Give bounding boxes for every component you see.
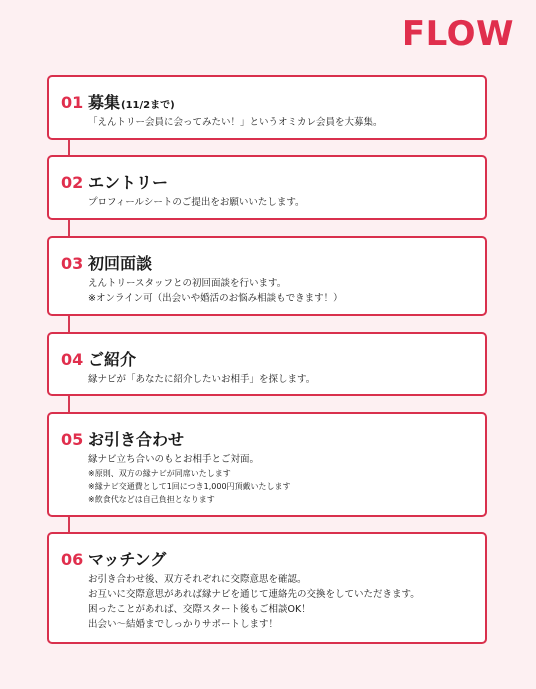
step-description: えんトリースタッフとの初回面談を行います。 xyxy=(88,278,287,289)
step-title: マッチング xyxy=(88,550,167,569)
page-title: FLOW xyxy=(401,14,514,54)
step-card-02 xyxy=(47,155,487,220)
step-description: 「えんトリー会員に会ってみたい！」というオミカレ会員を大募集。 xyxy=(88,117,383,128)
step-card-04 xyxy=(47,332,487,396)
step-footnote: ※飲食代などは自己負担となります xyxy=(88,495,215,504)
step-card-05 xyxy=(47,412,487,517)
step-card-01 xyxy=(47,75,487,140)
step-description: ※オンライン可（出会いや婚活のお悩み相談もできます！） xyxy=(88,293,343,304)
step-description: 出会い〜結婚までしっかりサポートします！ xyxy=(88,619,279,630)
step-number: 01 xyxy=(61,93,84,112)
step-number: 03 xyxy=(61,254,84,273)
step-footnote: ※原則、双方の縁ナビが同席いたします xyxy=(88,469,231,478)
step-description: 縁ナビ立ち合いのもとお相手とご対面。 xyxy=(88,454,260,465)
step-note: (11/2まで) xyxy=(121,100,175,111)
step-title: 募集 xyxy=(88,93,121,112)
step-number: 04 xyxy=(61,350,84,369)
step-card-03 xyxy=(47,236,487,316)
step-title: 初回面談 xyxy=(88,254,153,273)
step-title: エントリー xyxy=(88,173,169,192)
step-footnote: ※縁ナビ交通費として1回につき1,000円頂戴いたします xyxy=(88,482,291,491)
step-title: ご紹介 xyxy=(88,350,137,369)
step-description: 縁ナビが「あなたに紹介したいお相手」を探します。 xyxy=(88,374,316,385)
step-card-06 xyxy=(47,532,487,644)
step-description: お互いに交際意思があれば縁ナビを通じて連絡先の交換をしていただきます。 xyxy=(88,589,420,600)
step-number: 05 xyxy=(61,430,84,449)
step-description: お引き合わせ後、双方それぞれに交際意思を確認。 xyxy=(88,574,307,585)
step-title: お引き合わせ xyxy=(88,430,185,449)
step-description: プロフィールシートのご提出をお願いいたします。 xyxy=(88,197,305,208)
step-number: 02 xyxy=(61,173,84,192)
step-number: 06 xyxy=(61,550,84,569)
step-description: 困ったことがあれば、交際スタート後もご相談OK！ xyxy=(88,604,311,615)
